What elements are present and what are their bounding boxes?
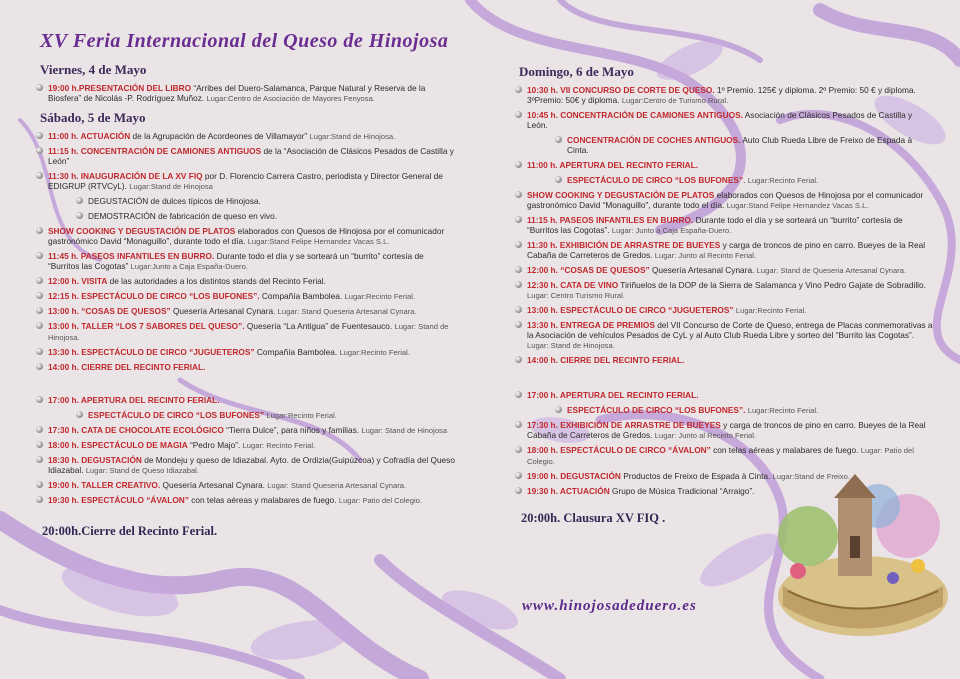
event-title: PRESENTACIÓN DEL LIBRO — [78, 83, 192, 93]
bullet-icon — [36, 252, 43, 259]
event-time: 19:30 h. — [48, 495, 82, 505]
program-event — [36, 131, 456, 142]
event-location: Lugar: Patio del Colegio. — [527, 446, 914, 466]
program-event — [515, 190, 935, 211]
event-time: 17:00 h. — [527, 390, 560, 400]
event-description: y carga de troncos de pino en carro. Bueyes de la Real Cabaña de Carreteros de Gredos. — [527, 240, 926, 260]
event-description: Asociación de Clásicos Pesados de Castilla y León. — [527, 110, 913, 130]
event-time: 14:00 h. — [48, 362, 82, 372]
sunday-events — [515, 85, 935, 366]
event-description: con telas aéreas y malabares de fuego. — [188, 495, 339, 505]
program-event — [36, 251, 456, 272]
bullet-icon — [36, 292, 43, 299]
event-description: de la “Asociación de Clásicos Pesados de Castilla y León” — [48, 146, 454, 166]
event-title: CONCENTRACIÓN DE COCHES ANTIGUOS. — [567, 135, 741, 145]
bullet-icon — [515, 191, 522, 198]
event-time: 12:00 h. — [527, 265, 561, 275]
event-description: 1º Premio. 125€ y diploma. 2º Premio: 50 € y diploma. 3ºPremio: 50€ y diploma. — [527, 85, 916, 105]
event-time: 18:00 h. — [48, 440, 82, 450]
bullet-icon — [555, 136, 562, 143]
event-location: Lugar:Junto a Caja España-Duero. — [130, 262, 248, 271]
friday-events — [36, 83, 456, 104]
event-location: Lugar:Recinto Ferial. — [339, 348, 410, 357]
event-location: Lugar:Recinto Ferial. — [266, 411, 337, 420]
program-event — [515, 390, 935, 401]
program-event — [515, 160, 935, 171]
program-event — [515, 85, 935, 106]
event-location: Lugar: Stand de Queso Idiazabal. — [85, 466, 199, 475]
event-title: CIERRE DEL RECINTO FERIAL. — [81, 362, 206, 372]
bullet-icon — [36, 496, 43, 503]
bullet-icon — [36, 227, 43, 234]
event-time: 11:15 h. — [48, 146, 81, 156]
event-description: Grupo de Música Tradicional “Arraigo”. — [609, 486, 755, 496]
event-title: ENTREGA DE PREMIOS — [560, 320, 655, 330]
event-location: Lugar:Centro de Asociación de Mayores Fenyosa. — [206, 94, 375, 103]
bullet-icon — [76, 197, 83, 204]
event-location: Lugar: Centro Turismo Rural. — [527, 291, 625, 300]
program-event — [36, 306, 456, 317]
day-heading-saturday: Sábado, 5 de Mayo — [40, 110, 146, 125]
event-description: Durante todo el día y se sorteará un “burrito” cortesía de “Burritos las Cogotas” — [48, 251, 424, 271]
event-title: VII CONCURSO DE CORTE DE QUESO. — [560, 85, 715, 95]
event-title: APERTURA DEL RECINTO FERIAL. — [80, 395, 220, 405]
event-location: Lugar:Centro de Turismo Rural. — [621, 96, 729, 105]
event-time: 11:45 h. — [48, 251, 81, 261]
event-time: 13:00 h. — [48, 321, 82, 331]
event-title: ESPECTÁCULO DE CIRCO “JUGUETEROS” — [81, 347, 255, 357]
event-title: “COSAS DE QUESOS” — [81, 306, 171, 316]
program-event — [36, 395, 456, 406]
event-description: Quesería Artesanal Cynara. — [649, 265, 757, 275]
bullet-icon — [36, 172, 43, 179]
sunday-closing: 20:00h. Clausura XV FIQ . — [521, 511, 666, 525]
program-event — [36, 276, 456, 287]
event-location: Lugar:Recinto Ferial. — [344, 292, 415, 301]
program-event — [36, 196, 456, 207]
event-time: 19:00 h. — [527, 471, 561, 481]
event-time: 11:30 h. — [48, 171, 81, 181]
event-description: con telas aéreas y malabares de fuego. — [710, 445, 861, 455]
day-heading-sunday: Domingo, 6 de Mayo — [519, 64, 634, 79]
event-title: ACTUACIÓN — [559, 486, 610, 496]
event-title: ESPECTÁCULO DE CIRCO “LOS BUFONES” — [567, 175, 744, 185]
event-time: 12:30 h. — [527, 280, 561, 290]
event-location: Lugar: Stand Queseria Artesanal Cynara. — [267, 481, 407, 490]
bullet-icon — [515, 111, 522, 118]
event-time: 10:30 h. — [527, 85, 561, 95]
event-description: DEGUSTACIÓN de dulces típicos de Hinojosa. — [88, 196, 261, 206]
bullet-icon — [36, 277, 43, 284]
event-title: DEGUSTACIÓN — [560, 471, 621, 481]
bullet-icon — [515, 161, 522, 168]
event-title: CONCENTRACIÓN DE CAMIONES ANTIGUOS — [80, 146, 262, 156]
bullet-icon — [515, 86, 522, 93]
event-description: Quesería Artesanal Cynara. — [170, 306, 278, 316]
bullet-icon — [555, 176, 562, 183]
program-event — [515, 420, 935, 441]
program-event — [515, 265, 935, 276]
bullet-icon — [36, 396, 43, 403]
program-event — [36, 226, 456, 247]
event-time: 11:15 h. — [527, 215, 560, 225]
event-title: ESPECTÁCULO DE MAGIA — [81, 440, 188, 450]
event-title: EXHIBICIÓN DE ARRASTRE DE BUEYES — [560, 420, 721, 430]
event-title: ACTUACIÓN — [80, 131, 131, 141]
event-location: Lugar:Stand de Hinojosa. — [309, 132, 396, 141]
website-link[interactable]: www.hinojosadeduero.es — [522, 598, 697, 614]
event-time: 11:00 h. — [527, 160, 560, 170]
bullet-icon — [515, 306, 522, 313]
event-title: VISITA — [81, 276, 108, 286]
event-title: APERTURA DEL RECINTO FERIAL. — [559, 390, 699, 400]
program-event — [36, 480, 456, 491]
event-description: de Mondeju y queso de Idiazabal. Ayto. de Ordizia(Guipúzcoa) y Cofradía del Queso Idiazabal. — [48, 455, 455, 475]
event-location: Lugar: Patio del Colegio. — [338, 496, 423, 505]
event-title: INAUGURACIÓN DE LA XV FIQ — [80, 171, 203, 181]
program-event — [36, 171, 456, 192]
event-title: TALLER CREATIVO. — [81, 480, 161, 490]
saturday-closing: 20:00h.Cierre del Recinto Ferial. — [42, 524, 218, 538]
event-location: Lugar: Junto al Recinto Ferial. — [654, 431, 757, 440]
event-title: CONCENTRACIÓN DE CAMIONES ANTIGUOS. — [560, 110, 743, 120]
event-time: 13:30 h. — [48, 347, 82, 357]
event-location: Lugar: Stand de Hinojosa. — [48, 322, 449, 342]
event-time: 18:00 h. — [527, 445, 561, 455]
event-location: Lugar:Stand Felipe Hernandez Vacas S.L. — [726, 201, 869, 210]
bullet-icon — [515, 472, 522, 479]
event-location: Lugar: Stand de Queseria Artesanal Cynara. — [756, 266, 907, 275]
event-title: ESPECTÁCULO DE CIRCO “LOS BUFONES”. — [567, 405, 746, 415]
bullet-icon — [515, 391, 522, 398]
bullet-icon — [36, 307, 43, 314]
event-title: PASEOS INFANTILES EN BURRO. — [559, 215, 694, 225]
bullet-icon — [515, 241, 522, 248]
page-title: XV Feria Internacional del Queso de Hinojosa — [40, 30, 449, 52]
event-title: CATA DE CHOCOLATE ECOLÓGICO — [81, 425, 224, 435]
bullet-icon — [76, 411, 83, 418]
event-description: y carga de troncos de pino en carro. Bueyes de la Real Cabaña de Carreteros de Gredos. — [527, 420, 926, 440]
event-description: del VII Concurso de Corte de Queso, entrega de Placas conmemorativas a la Asociación de vehículos Pesados de CyL y al Auto Club Rueda Libre y sorteo del “Burrito las Cogotas”. — [527, 320, 933, 340]
program-event — [36, 211, 456, 222]
event-time: 17:00 h. — [48, 395, 81, 405]
event-time: 12:15 h. — [48, 291, 82, 301]
event-description: Auto Club Rueda Libre de Freixo de Espada à Cinta. — [567, 135, 913, 155]
event-location: Lugar: Stand de Hinojosa — [361, 426, 448, 435]
program-event — [36, 146, 456, 167]
program-event — [36, 495, 456, 506]
right-column — [515, 64, 935, 526]
program-event — [36, 362, 456, 373]
event-title: SHOW COOKING Y DEGUSTACIÓN DE PLATOS — [48, 226, 236, 236]
event-time: 19:30 h. — [527, 486, 560, 496]
event-description: Compañía Bambolea. — [254, 347, 340, 357]
program-event — [515, 355, 935, 366]
bullet-icon — [515, 421, 522, 428]
saturday-events — [36, 131, 456, 373]
bullet-icon — [515, 446, 522, 453]
event-location: Lugar:Stand Felipe Hernandez Vacas S.L. — [247, 237, 390, 246]
event-description: de la Agrupación de Acordeones de Villamayor” — [130, 131, 310, 141]
bullet-icon — [36, 456, 43, 463]
event-title: DEGUSTACIÓN — [81, 455, 142, 465]
program-event — [515, 445, 935, 467]
program-event — [36, 440, 456, 451]
event-description: “Tierra Dulce”, para niños y familias. — [223, 425, 362, 435]
bullet-icon — [36, 147, 43, 154]
event-title: ESPECTÁCULO “ÁVALON” — [81, 495, 189, 505]
bullet-icon — [36, 441, 43, 448]
program-event — [36, 291, 456, 302]
event-location: Lugar: Stand Queseria Artesanal Cynara. — [277, 307, 417, 316]
bullet-icon — [515, 487, 522, 494]
bullet-icon — [515, 216, 522, 223]
event-description: elaborados con Quesos de Hinojosa por el comunicador gastronómico David “Monaguillo”, durante todo el día. — [48, 226, 445, 246]
program-event — [36, 83, 456, 104]
event-time: 13:00 h. — [48, 306, 82, 316]
program-event — [515, 471, 935, 482]
event-time: 19:00 h. — [48, 480, 82, 490]
event-time: 17:30 h. — [48, 425, 82, 435]
event-title: PASEOS INFANTILES EN BURRO. — [80, 251, 215, 261]
event-title: EXHIBICIÓN DE ARRASTRE DE BUEYES — [559, 240, 721, 250]
program-event — [515, 320, 935, 351]
event-location: Lugar:Stand de Freixo. — [772, 472, 850, 481]
left-column — [36, 62, 456, 539]
event-title: ESPECTÁCULO DE CIRCO “LOS BUFONES” — [88, 410, 265, 420]
program-event — [515, 486, 935, 497]
event-description: Quesería “La Antigua” de Fuentesauco. — [244, 321, 395, 331]
saturday-afternoon-events — [36, 395, 456, 506]
event-description: . — [743, 175, 748, 185]
event-description: Productos de Freixo de Espada à Cinta. — [620, 471, 773, 481]
event-time: 12:00 h. — [48, 276, 82, 286]
event-location: Lugar:Stand de Hinojosa — [129, 182, 213, 191]
bullet-icon — [515, 356, 522, 363]
event-title: ESPECTÁCULO DE CIRCO “LOS BUFONES”. — [81, 291, 260, 301]
program-event — [515, 175, 935, 186]
event-time: 11:30 h. — [527, 240, 560, 250]
program-event — [36, 347, 456, 358]
event-location: Lugar: Junto a Caja España-Duero. — [611, 226, 732, 235]
event-title: CATA DE VINO — [560, 280, 619, 290]
program-event — [36, 425, 456, 436]
bullet-icon — [76, 212, 83, 219]
program-event — [515, 240, 935, 261]
event-title: SHOW COOKING Y DEGUSTACIÓN DE PLATOS — [527, 190, 715, 200]
event-time: 13:30 h. — [527, 320, 561, 330]
day-heading-friday: Viernes, 4 de Mayo — [40, 62, 147, 77]
event-description: “Arribes del Duero-Salamanca, Parque Natural y Reserva de la Biosfera” de Nicolás -P. Rodríguez Muñoz. — [48, 83, 426, 103]
program-event — [515, 215, 935, 236]
bullet-icon — [36, 132, 43, 139]
program-event — [36, 455, 456, 476]
event-time: 17:30 h. — [527, 420, 561, 430]
event-time: 14:00 h. — [527, 355, 561, 365]
event-title: TALLER “LOS 7 SABORES DEL QUESO”. — [81, 321, 245, 331]
bullet-icon — [36, 84, 43, 91]
event-time: 11:00 h. — [48, 131, 81, 141]
event-title: ESPECTÁCULO DE CIRCO “JUGUETEROS” — [560, 305, 734, 315]
event-description: de las autoridades a los distintos stands del Recinto Ferial. — [107, 276, 326, 286]
bullet-icon — [555, 406, 562, 413]
program-event — [515, 110, 935, 131]
event-title: ESPECTÁCULO DE CIRCO “ÁVALON” — [560, 445, 711, 455]
program-event — [515, 135, 935, 156]
event-description: DEMOSTRACIÓN de fabricación de queso en vivo. — [88, 211, 278, 221]
event-title: APERTURA DEL RECINTO FERIAL. — [559, 160, 699, 170]
event-description: “Pedro Majo”. — [187, 440, 243, 450]
bullet-icon — [515, 321, 522, 328]
event-time: 19:00 h. — [48, 83, 79, 93]
event-description: Quesería Artesanal Cynara. — [160, 480, 268, 490]
program-event — [515, 305, 935, 316]
event-location: Lugar:Recinto Ferial. — [747, 176, 819, 185]
sunday-afternoon-events — [515, 390, 935, 497]
event-time: 18:30 h. — [48, 455, 82, 465]
event-description: Compañía Bambolea. — [259, 291, 345, 301]
program-event — [515, 405, 935, 416]
bullet-icon — [36, 426, 43, 433]
event-location: Lugar: Recinto Ferial. — [242, 441, 316, 450]
event-time: 10:45 h. — [527, 110, 561, 120]
bullet-icon — [36, 322, 43, 329]
event-location: Lugar:Recinto Ferial. — [747, 406, 819, 415]
event-location: Lugar: Stand de Hinojosa. — [527, 341, 615, 350]
event-location: Lugar:Recinto Ferial. — [735, 306, 807, 315]
event-description: elaborados con Quesos de Hinojosa por el comunicador gastronómico David “Monaguillo”, durante todo el día. — [527, 190, 924, 210]
bullet-icon — [36, 363, 43, 370]
program-event — [36, 410, 456, 421]
bullet-icon — [515, 266, 522, 273]
event-location: Lugar: Junto al Recinto Ferial. — [654, 251, 757, 260]
event-description: por D. Florencio Carrera Castro, periodista y Director General de EDIGRUP (RTVCyL). — [48, 171, 443, 191]
program-event — [515, 280, 935, 301]
event-description: Durante todo el día y se sorteará un “burrito” cortesía de “Burritos las Cogotas”. — [527, 215, 903, 235]
program-event — [36, 321, 456, 343]
bullet-icon — [515, 281, 522, 288]
event-time: 13:00 h. — [527, 305, 561, 315]
event-description: Tiriñuelos de la DOP de la Sierra de Salamanca y Vino Pedro Gajate de Sobradillo. — [618, 280, 926, 290]
event-title: CIERRE DEL RECINTO FERIAL. — [560, 355, 685, 365]
bullet-icon — [36, 348, 43, 355]
event-title: “COSAS DE QUESOS” — [560, 265, 650, 275]
bullet-icon — [36, 481, 43, 488]
